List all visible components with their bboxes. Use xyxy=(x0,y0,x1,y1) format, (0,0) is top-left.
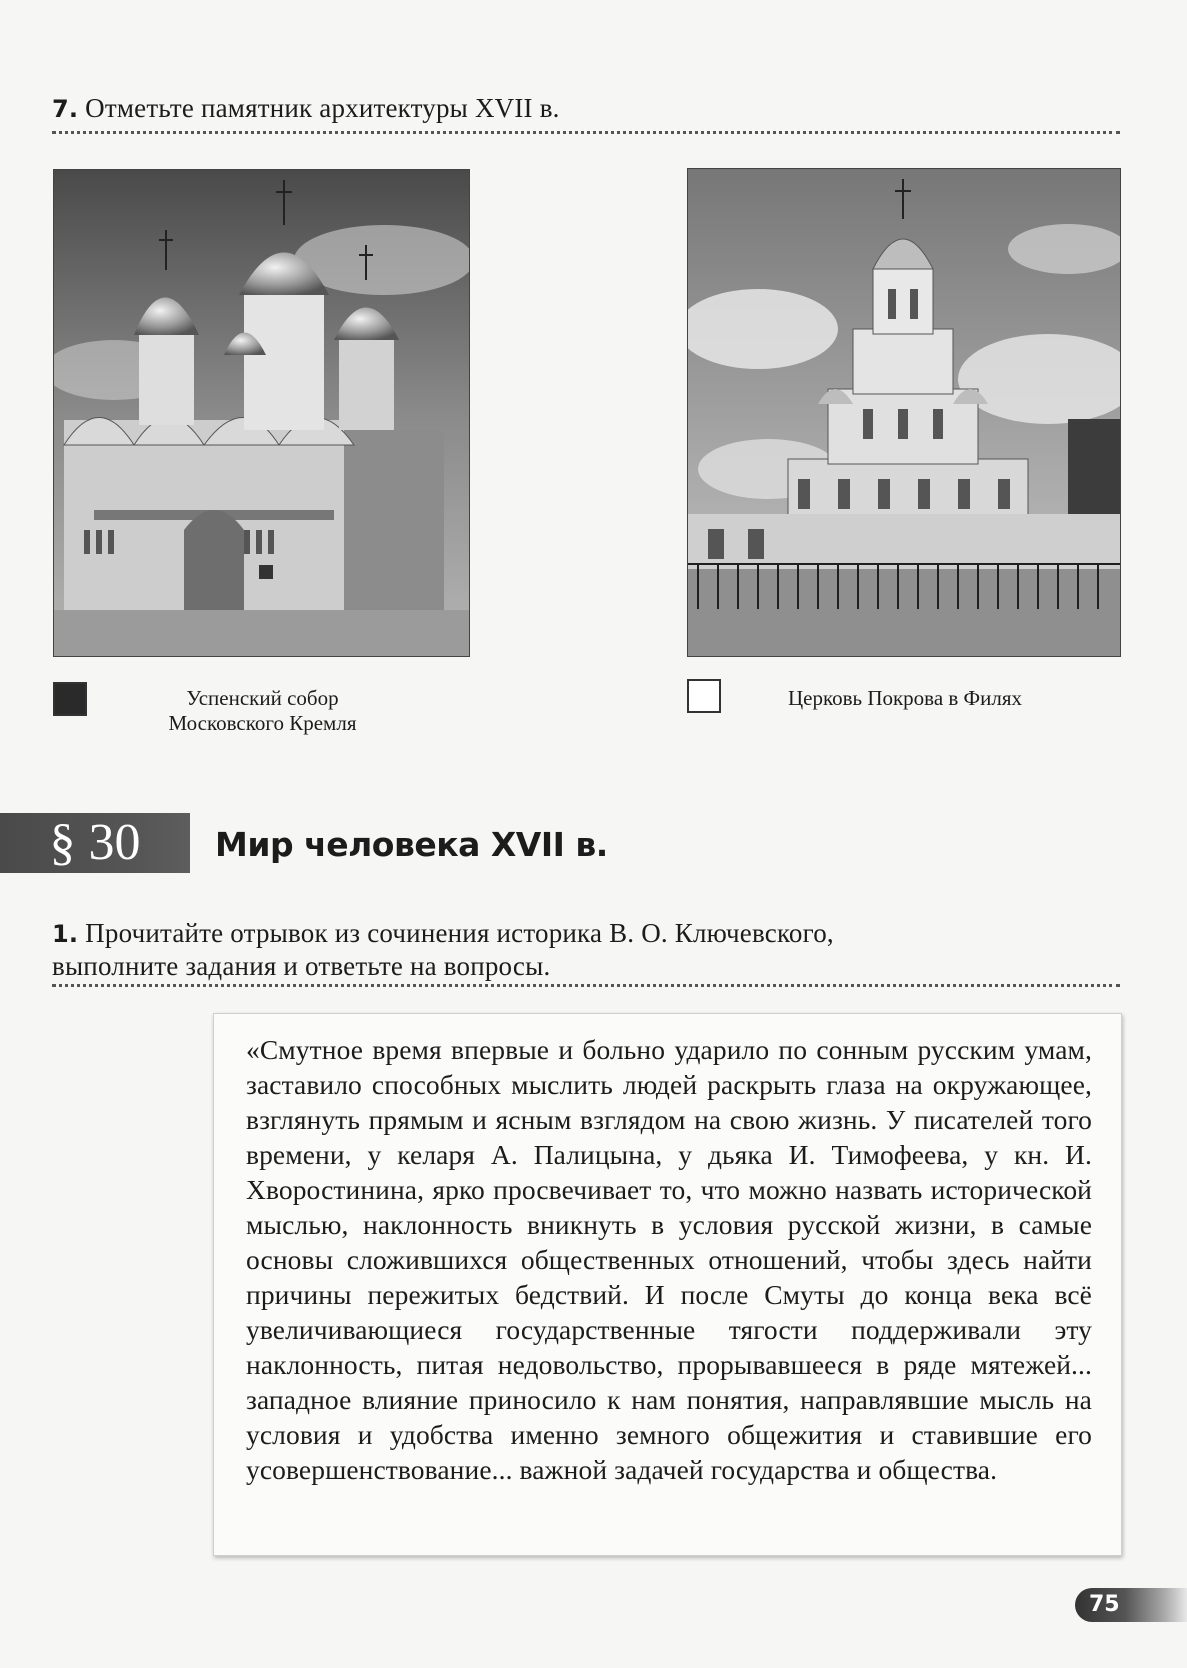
caption-line: Московского Кремля xyxy=(168,711,357,735)
page-number: 75 xyxy=(1089,1592,1120,1617)
option-checkbox-fili[interactable] xyxy=(687,679,721,713)
task-1-text-line1: Прочитайте отрывок из сочинения историка В. О. Ключевского, xyxy=(85,918,834,948)
caption-line: Успенский собор xyxy=(186,686,339,710)
task-1-number: 1. xyxy=(52,920,79,948)
task-7-heading xyxy=(52,92,560,125)
caption-line: Церковь Покрова в Филях xyxy=(787,686,1023,710)
option-caption-uspensky xyxy=(130,686,395,736)
task-7-number: 7. xyxy=(52,95,79,123)
page-number-tab xyxy=(1075,1588,1187,1622)
task-1-line xyxy=(52,917,1112,950)
fili-church-photo xyxy=(687,168,1121,657)
task-1-divider xyxy=(52,984,1120,987)
task-1-heading xyxy=(52,917,1112,982)
section-title: Мир человека XVII в. xyxy=(215,825,608,864)
option-checkbox-uspensky[interactable] xyxy=(53,682,87,716)
uspensky-cathedral-photo xyxy=(53,169,470,657)
klyuchevsky-quote: «Смутное время впервые и больно ударило по сонным русским умам, заставило способных мыслить людей раскрыть глаза на окружающее, взглянуть прямым и ясным взглядом на свою жизнь. У писателей того времени, у келаря А. Палицына, у дьяка И. Тимофеева, у кн. И. Хворостинина, ярко просвечивает то, что можно назвать исторической мыслью, наклонность вникнуть в условия русской жизни, в самые основы сложившихся общественных отношений, чтобы здесь найти причины пережитых бедствий. И после Смуты до конца века всё увеличивающиеся государственные тягости поддерживали эту наклонность, питая недовольство, прорывавшееся в ряде мятежей... западное влияние приносило к нам понятия, направлявшие мысль на условия и удобства именно земного общежития и ставившие его усовершенствование... важной задачей государства и общества. xyxy=(246,1034,1092,1485)
task-1-text-line2: выполните задания и ответьте на вопросы. xyxy=(52,951,551,981)
section-number-badge: § 30 xyxy=(0,813,190,873)
task-7-divider xyxy=(52,131,1120,134)
quote-box xyxy=(213,1013,1122,1556)
task-7-text: Отметьте памятник архитектуры XVII в. xyxy=(85,93,560,123)
option-caption-fili xyxy=(750,686,1060,711)
